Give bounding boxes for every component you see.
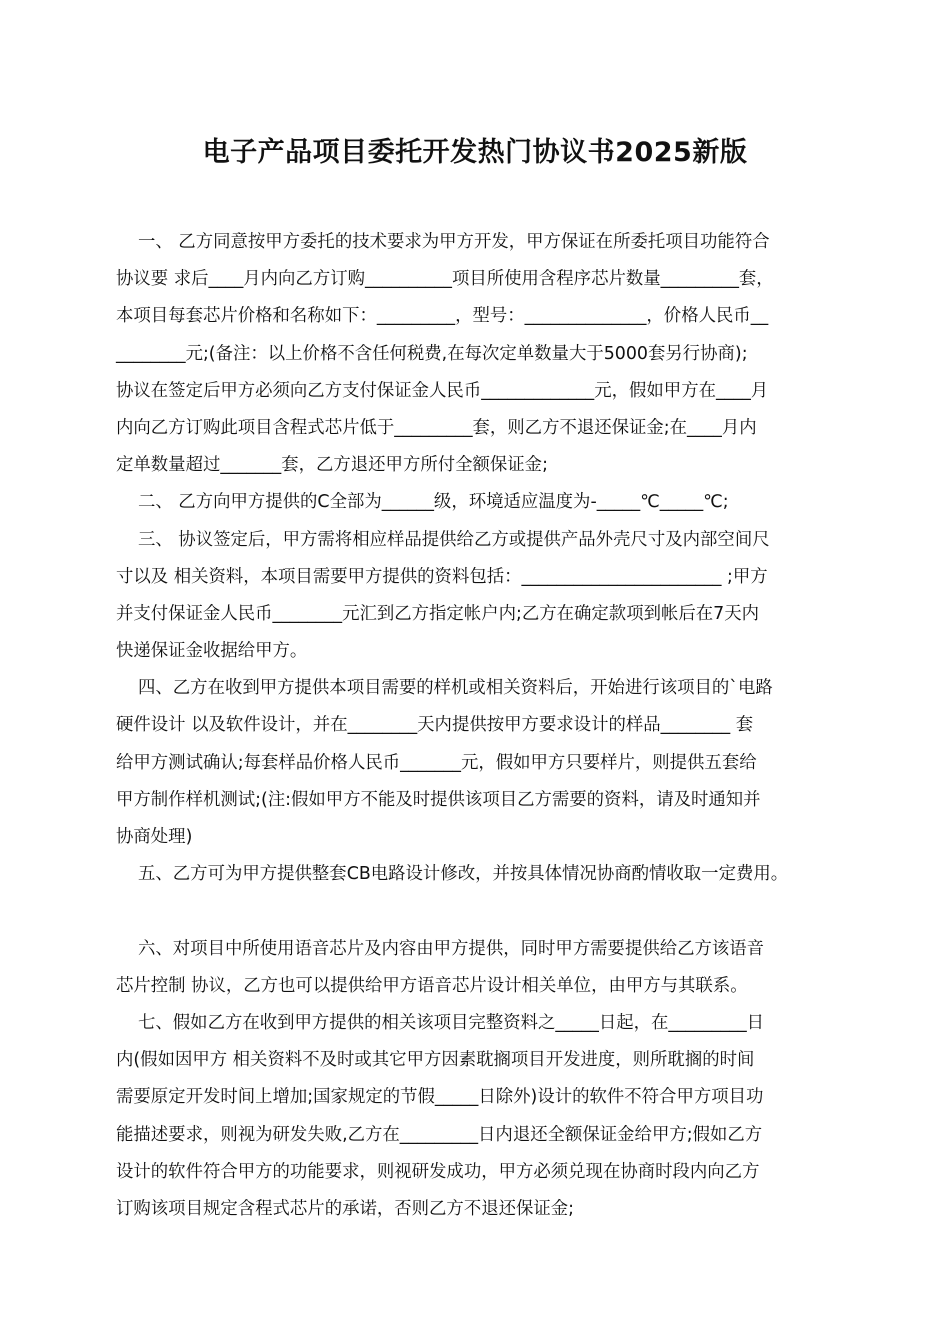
- clause-4-line-3: 给甲方测试确认;每套样品价格人民币_______元，假如甲方只要样片，则提供五套给: [116, 752, 757, 773]
- clause-7-line-2: 内(假如因甲方 相关资料不及时或其它甲方因素耽搁项目开发进度，则所耽搁的时间: [116, 1050, 755, 1071]
- clause-4-line-2: 硬件设计 以及软件设计，并在________天内提供按甲方要求设计的样品________ 套: [116, 715, 754, 736]
- clause-4-line-4: 甲方制作样机测试;(注:假如甲方不能及时提供该项目乙方需要的资料，请及时通知并: [116, 789, 761, 810]
- clause-6-line-2: 芯片控制 协议，乙方也可以提供给甲方语音芯片设计相关单位，由甲方与其联系。: [116, 975, 748, 996]
- clause-1-line-1: 一、 乙方同意按甲方委托的技术要求为甲方开发，甲方保证在所委托项目功能符合: [138, 232, 770, 252]
- clause-3-line-2: 寸以及 相关资料，本项目需要甲方提供的资料包括：_______________________ ;甲方: [116, 566, 768, 587]
- clause-3-line-1: 三、 协议签定后，甲方需将相应样品提供给乙方或提供产品外壳尺寸及内部空间尺: [138, 529, 770, 550]
- clause-4-line-5: 协商处理): [116, 827, 193, 847]
- clause-1-line-6: 内向乙方订购此项目含程式芯片低于_________套，则乙方不退还保证金;在____月内: [116, 417, 757, 438]
- clause-7-line-4: 能描述要求，则视为研发失败,乙方在_________日内退还全额保证金给甲方;假如乙方: [116, 1124, 763, 1145]
- clause-2-line-1: 二、 乙方向甲方提供的C全部为______级，环境适应温度为-_____℃_____℃;: [138, 492, 729, 513]
- clause-6-line-1: 六、对项目中所使用语音芯片及内容由甲方提供，同时甲方需要提供给乙方该语音: [138, 938, 765, 959]
- clause-7-line-3: 需要原定开发时间上增加;国家规定的节假_____日除外)设计的软件不符合甲方项目功: [116, 1087, 764, 1108]
- clause-3-line-3: 并支付保证金人民币________元汇到乙方指定帐户内;乙方在确定款项到帐后在7天内: [116, 603, 759, 624]
- clause-7-line-5: 设计的软件符合甲方的功能要求，则视研发成功，甲方必须兑现在协商时段内向乙方: [116, 1161, 760, 1182]
- paragraph-gap: [116, 893, 840, 930]
- clause-1-line-4: ________元;(备注：以上价格不含任何税费,在每次定单数量大于5000套另行协商);: [116, 343, 748, 364]
- clause-1-line-7: 定单数量超过_______套，乙方退还甲方所付全额保证金;: [116, 455, 548, 476]
- clause-3-line-4: 快递保证金收据给甲方。: [116, 641, 308, 662]
- clause-5-line-1: 五、乙方可为甲方提供整套CB电路设计修改，并按具体情况协商酌情收取一定费用。: [138, 864, 789, 885]
- clause-1-line-5: 协议在签定后甲方必须向乙方支付保证金人民币_____________元，假如甲方在____月: [116, 380, 769, 401]
- clause-1-line-2: 协议要 求后____月内向乙方订购__________项目所使用含程序芯片数量_________套，: [116, 269, 774, 290]
- clause-7-line-6: 订购该项目规定含程式芯片的承诺，否则乙方不退还保证金;: [116, 1198, 575, 1219]
- document-title: 电子产品项目委托开发热门协议书2025新版: [202, 137, 748, 168]
- document-body: [116, 224, 840, 1228]
- clause-4-line-1: 四、乙方在收到甲方提供本项目需要的样机或相关资料后，开始进行该项目的`电路: [138, 678, 773, 699]
- clause-7-line-1: 七、假如乙方在收到甲方提供的相关该项目完整资料之_____日起，在_________日: [138, 1012, 765, 1033]
- clause-1-line-3: 本项目每套芯片价格和名称如下：_________，型号：______________，价格人民币__: [116, 306, 769, 327]
